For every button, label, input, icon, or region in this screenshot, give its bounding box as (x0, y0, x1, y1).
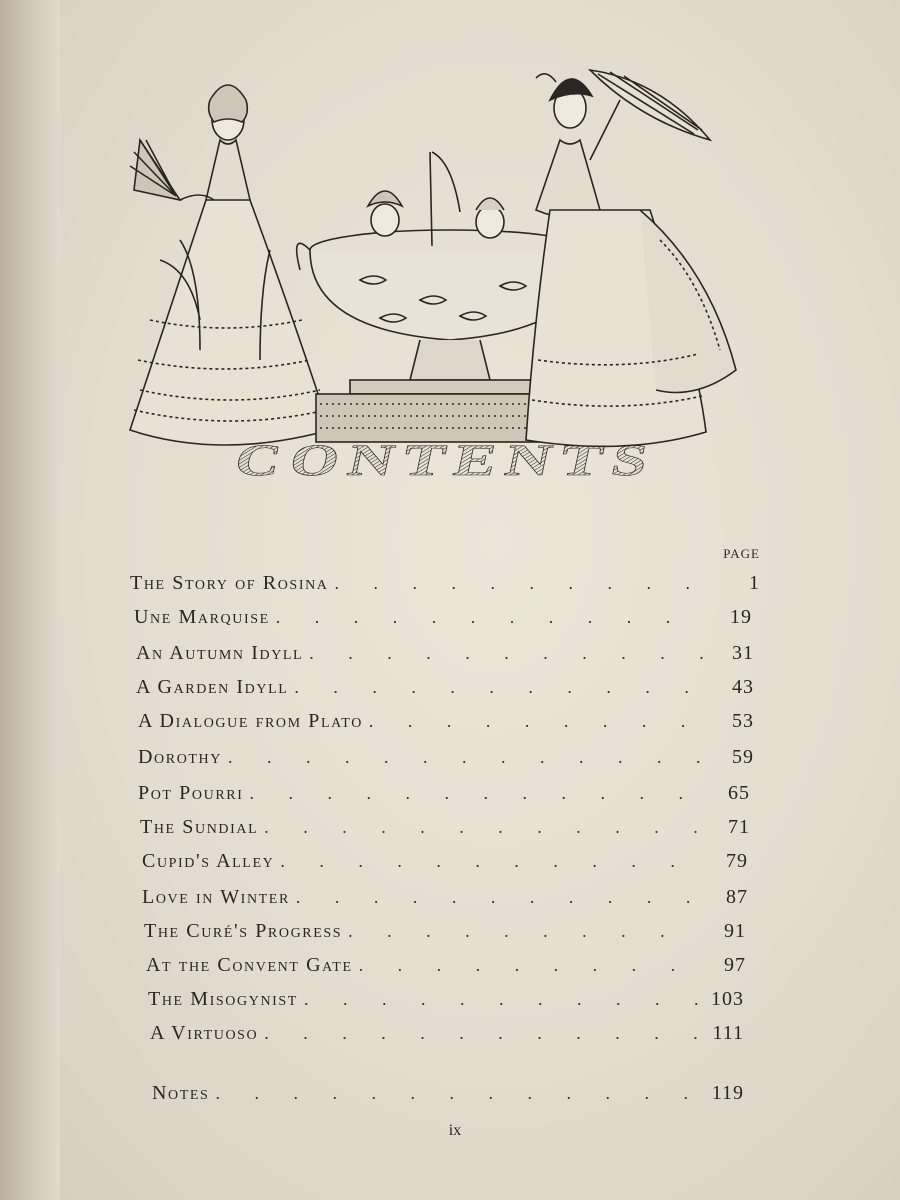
page-column-heading: PAGE (723, 546, 760, 561)
toc-entry (136, 642, 754, 670)
toc-entry-page: 19 (730, 606, 752, 628)
toc-entry-title: The Curé's Progress (144, 920, 343, 942)
toc-entry-page: 97 (724, 954, 746, 976)
toc-entry (146, 954, 746, 982)
toc-entry-page: 119 (711, 1082, 744, 1104)
table-of-contents (130, 0, 760, 1200)
toc-entry (152, 1082, 744, 1110)
toc-entry (134, 606, 752, 634)
toc-entry-page: 87 (726, 886, 748, 908)
toc-dot-leader (228, 747, 708, 768)
toc-entry (138, 710, 754, 738)
toc-dot-leader (296, 887, 702, 908)
toc-entry-page: 79 (726, 850, 748, 872)
toc-entry-page: 31 (732, 642, 754, 664)
toc-entry-page: 53 (732, 710, 754, 732)
toc-entry (142, 850, 748, 878)
toc-entry-page: 59 (732, 746, 754, 768)
toc-entry-page: 91 (724, 920, 746, 942)
toc-entry-title: A Dialogue from Plato (138, 710, 363, 732)
toc-dot-leader (215, 1083, 698, 1104)
toc-entry-title: The Story of Rosina (130, 572, 329, 594)
toc-entry-title: The Sundial (140, 816, 259, 838)
toc-entry-title: A Virtuoso (150, 1022, 259, 1044)
toc-entry (136, 676, 754, 704)
toc-entry (140, 816, 750, 844)
toc-dot-leader (309, 643, 708, 664)
book-gutter (0, 0, 60, 1200)
toc-entry-page: 103 (711, 988, 744, 1010)
toc-entry (150, 1022, 744, 1050)
toc-entry-title: At the Convent Gate (146, 954, 353, 976)
toc-entry (144, 920, 746, 948)
toc-entry-page: 111 (712, 1022, 744, 1044)
toc-dot-leader (249, 783, 704, 804)
toc-dot-leader (280, 851, 702, 872)
toc-entry-title: An Autumn Idyll (136, 642, 304, 664)
toc-dot-leader (276, 607, 706, 628)
toc-dot-leader (348, 921, 700, 942)
toc-entry (138, 782, 750, 810)
contents-heading-text: CONTENTS (230, 434, 663, 485)
toc-entry-title: Une Marquise (134, 606, 270, 628)
toc-entry-page: 43 (732, 676, 754, 698)
toc-entry-title: Notes (152, 1082, 210, 1104)
toc-entry-title: Cupid's Alley (142, 850, 275, 872)
toc-entry-title: A Garden Idyll (136, 676, 289, 698)
toc-entry-page: 65 (728, 782, 750, 804)
toc-entry-title: Pot Pourri (138, 782, 244, 804)
toc-dot-leader (264, 817, 704, 838)
toc-entry (148, 988, 744, 1016)
toc-dot-leader (264, 1023, 698, 1044)
toc-entry-title: Dorothy (138, 746, 222, 768)
toc-entry-title: The Misogynist (148, 988, 298, 1010)
page-number: ix (448, 1122, 462, 1139)
toc-dot-leader (304, 989, 698, 1010)
toc-entry (130, 572, 760, 600)
toc-entry-title: Love in Winter (142, 886, 290, 908)
toc-dot-leader (335, 573, 714, 594)
toc-entry-page: 1 (749, 572, 760, 594)
toc-entry (138, 746, 754, 774)
toc-entry (142, 886, 748, 914)
toc-dot-leader (359, 955, 700, 976)
toc-dot-leader (369, 711, 708, 732)
toc-dot-leader (294, 677, 708, 698)
toc-entry-page: 71 (728, 816, 750, 838)
